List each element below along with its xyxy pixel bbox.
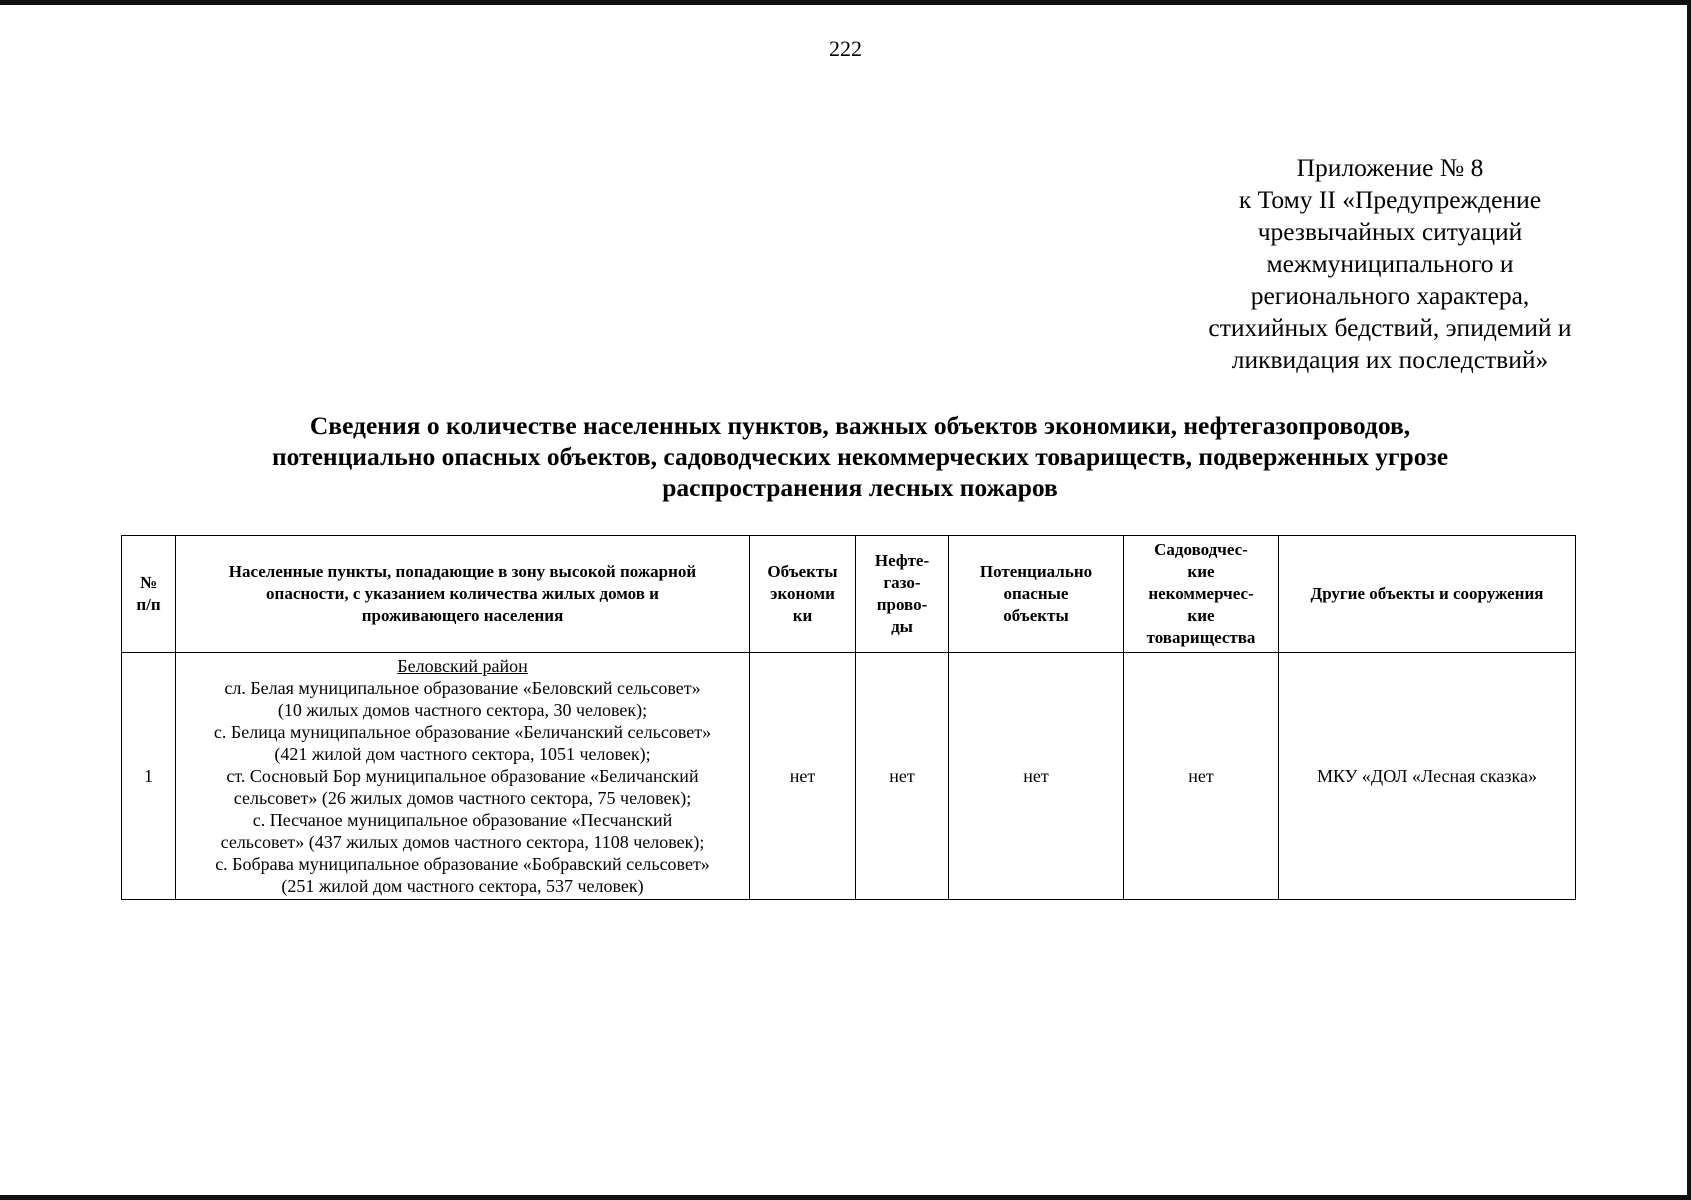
settlement-line: (421 жилой дом частного сектора, 1051 человек);: [274, 744, 651, 764]
settlement-line: сельсовет» (437 жилых домов частного сектора, 1108 человек);: [220, 832, 705, 852]
table-row: [122, 653, 1576, 900]
page-number: 222: [829, 36, 862, 61]
header-hazardous: Потенциально опасные объекты: [949, 536, 1124, 653]
gardening-cell: нет: [1124, 653, 1279, 900]
settlement-line: ст. Сосновый Бор муниципальное образование «Беличанский: [226, 766, 699, 786]
appendix-line: регионального характера,: [1250, 281, 1530, 310]
settlement-line: с. Песчаное муниципальное образование «Песчанский: [252, 810, 673, 830]
pipelines-cell: нет: [856, 653, 949, 900]
appendix-line: к Тому II «Предупреждение: [1238, 185, 1542, 214]
header-gardening: Садоводчес- кие некоммерчес- кие товарищества: [1124, 536, 1279, 653]
header-other: Другие объекты и сооружения: [1279, 536, 1576, 653]
row-number: 1: [122, 653, 176, 900]
settlement-line: с. Бобрава муниципальное образование «Бобравский сельсовет»: [215, 854, 710, 874]
appendix-line: чрезвычайных ситуаций: [1257, 217, 1523, 246]
appendix-line: межмуниципального и: [1266, 249, 1514, 278]
appendix-note: [1140, 152, 1640, 376]
district-name: Беловский район: [397, 656, 528, 676]
header-economy: Объекты экономи ки: [750, 536, 856, 653]
appendix-line: стихийных бедствий, эпидемий и: [1208, 313, 1572, 342]
settlement-line: сельсовет» (26 жилых домов частного сектора, 75 человек);: [233, 788, 692, 808]
table-header-row: [122, 536, 1576, 653]
heading-line: Сведения о количестве населенных пунктов, важных объектов экономики, нефтегазопроводов,: [309, 411, 1411, 440]
appendix-line: Приложение № 8: [1296, 153, 1484, 182]
settlements-cell: [176, 653, 750, 900]
economy-cell: нет: [750, 653, 856, 900]
other-objects-cell: МКУ «ДОЛ «Лесная сказка»: [1279, 653, 1576, 900]
heading-line: потенциально опасных объектов, садоводческих некоммерческих товариществ, подверженных угрозе: [271, 442, 1449, 471]
header-settlements: Населенные пункты, попадающие в зону высокой пожарной опасности, с указанием количества жилых домов и проживающего населения: [176, 536, 750, 653]
settlement-line: с. Белица муниципальное образование «Беличанский сельсовет»: [213, 722, 712, 742]
hazardous-cell: нет: [949, 653, 1124, 900]
settlement-line: (251 жилой дом частного сектора, 537 человек): [281, 876, 644, 896]
fire-risk-table: [121, 535, 1576, 900]
document-heading: [150, 410, 1570, 503]
settlement-line: (10 жилых домов частного сектора, 30 человек);: [277, 700, 648, 720]
header-pipelines: Нефте- газо- прово- ды: [856, 536, 949, 653]
heading-line: распространения лесных пожаров: [662, 473, 1058, 502]
settlement-line: сл. Белая муниципальное образование «Беловский сельсовет»: [224, 678, 701, 698]
appendix-line: ликвидация их последствий»: [1231, 345, 1549, 374]
header-number: № п/п: [122, 536, 176, 653]
